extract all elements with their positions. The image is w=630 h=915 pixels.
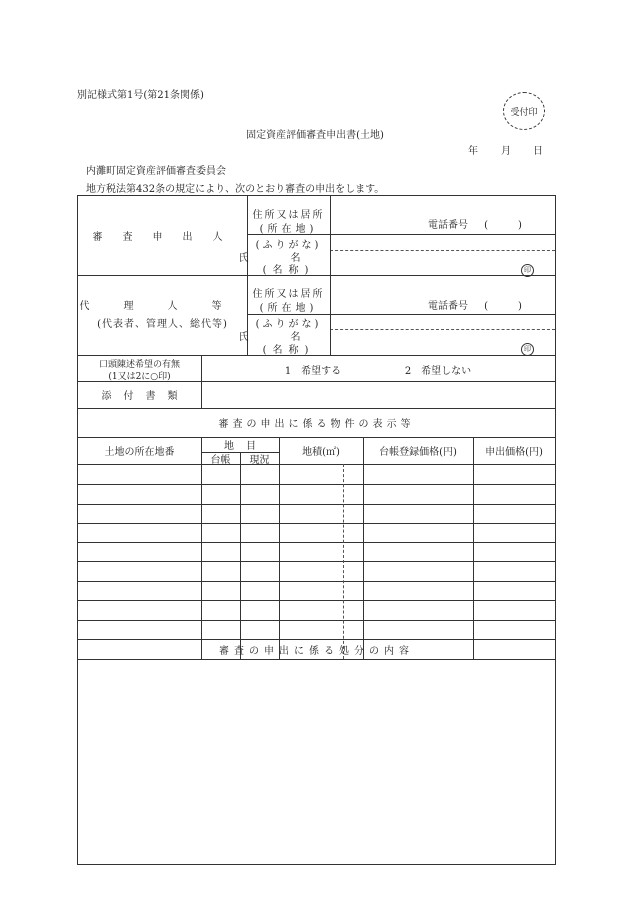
applicant-label: 審査申出人: [92, 232, 243, 243]
oral-option-no[interactable]: 2 希望しない: [404, 365, 472, 377]
reception-stamp: 受付印: [503, 92, 545, 130]
recipient: 内灘町固定資産評価審査委員会: [86, 166, 226, 177]
agent-address-label: 住所又は居所: [252, 288, 325, 300]
agent-corporate-name-label: (名称): [262, 345, 315, 356]
agent-seal-icon: 印: [521, 336, 534, 356]
property-section-title: 審査の申出に係る物件の表示等: [218, 419, 415, 430]
col-area: 地積(㎡): [302, 447, 340, 458]
agent-furigana-label: (ふりがな): [255, 318, 322, 330]
applicant-phone-field[interactable]: ( ): [484, 219, 522, 231]
application-form: [77, 195, 556, 865]
agent-label: 代理人等: [79, 300, 256, 312]
agent-location-label: (所在地): [259, 302, 318, 314]
applicant-location-label: (所在地): [259, 223, 318, 235]
col-location: 土地の所在地番: [104, 447, 175, 458]
date-day: 日: [533, 146, 543, 157]
oral-option-yes[interactable]: 1 希望する: [284, 365, 342, 377]
agent-sublabel: (代表者、管理人、総代等): [97, 318, 228, 330]
agent-phone-label: 電話番号: [428, 300, 468, 312]
date-year: 年: [468, 146, 478, 157]
attachments-field[interactable]: [202, 382, 556, 407]
document-title: 固定資産評価審査申出書(土地): [246, 130, 384, 141]
oral-statement-label: 口頭陳述希望の有無: [98, 359, 180, 370]
statement: 地方税法第432条の規定により、次のとおり審査の申出をします。: [86, 184, 385, 195]
col-category-ledger: 台帳: [210, 454, 231, 466]
applicant-corporate-name-label: (名称): [262, 265, 315, 276]
date-month: 月: [501, 146, 511, 157]
attachments-label: 添付書類: [101, 391, 190, 402]
applicant-phone-label: 電話番号: [428, 219, 468, 231]
applicant-furigana-label: (ふりがな): [255, 239, 322, 251]
applicant-address-label: 住所又は居所: [252, 209, 325, 221]
agent-phone-field[interactable]: ( ): [484, 300, 522, 312]
col-claimed-price: 申出価格(円): [485, 447, 543, 458]
col-category: 地目: [224, 441, 268, 452]
col-category-current: 現況: [249, 454, 270, 466]
applicant-name-label: 氏名: [238, 252, 343, 264]
applicant-seal-icon: 印: [521, 257, 534, 277]
disposition-section-title: 審査の申出に係る処分の内容: [219, 645, 414, 657]
agent-name-label: 氏名: [238, 332, 343, 343]
form-reference: 別記様式第1号(第21条関係): [77, 90, 204, 101]
disposition-content-field[interactable]: [79, 660, 555, 863]
col-ledger-price: 台帳登録価格(円): [379, 447, 457, 458]
oral-statement-hint: (1又は2に○印): [108, 371, 171, 382]
